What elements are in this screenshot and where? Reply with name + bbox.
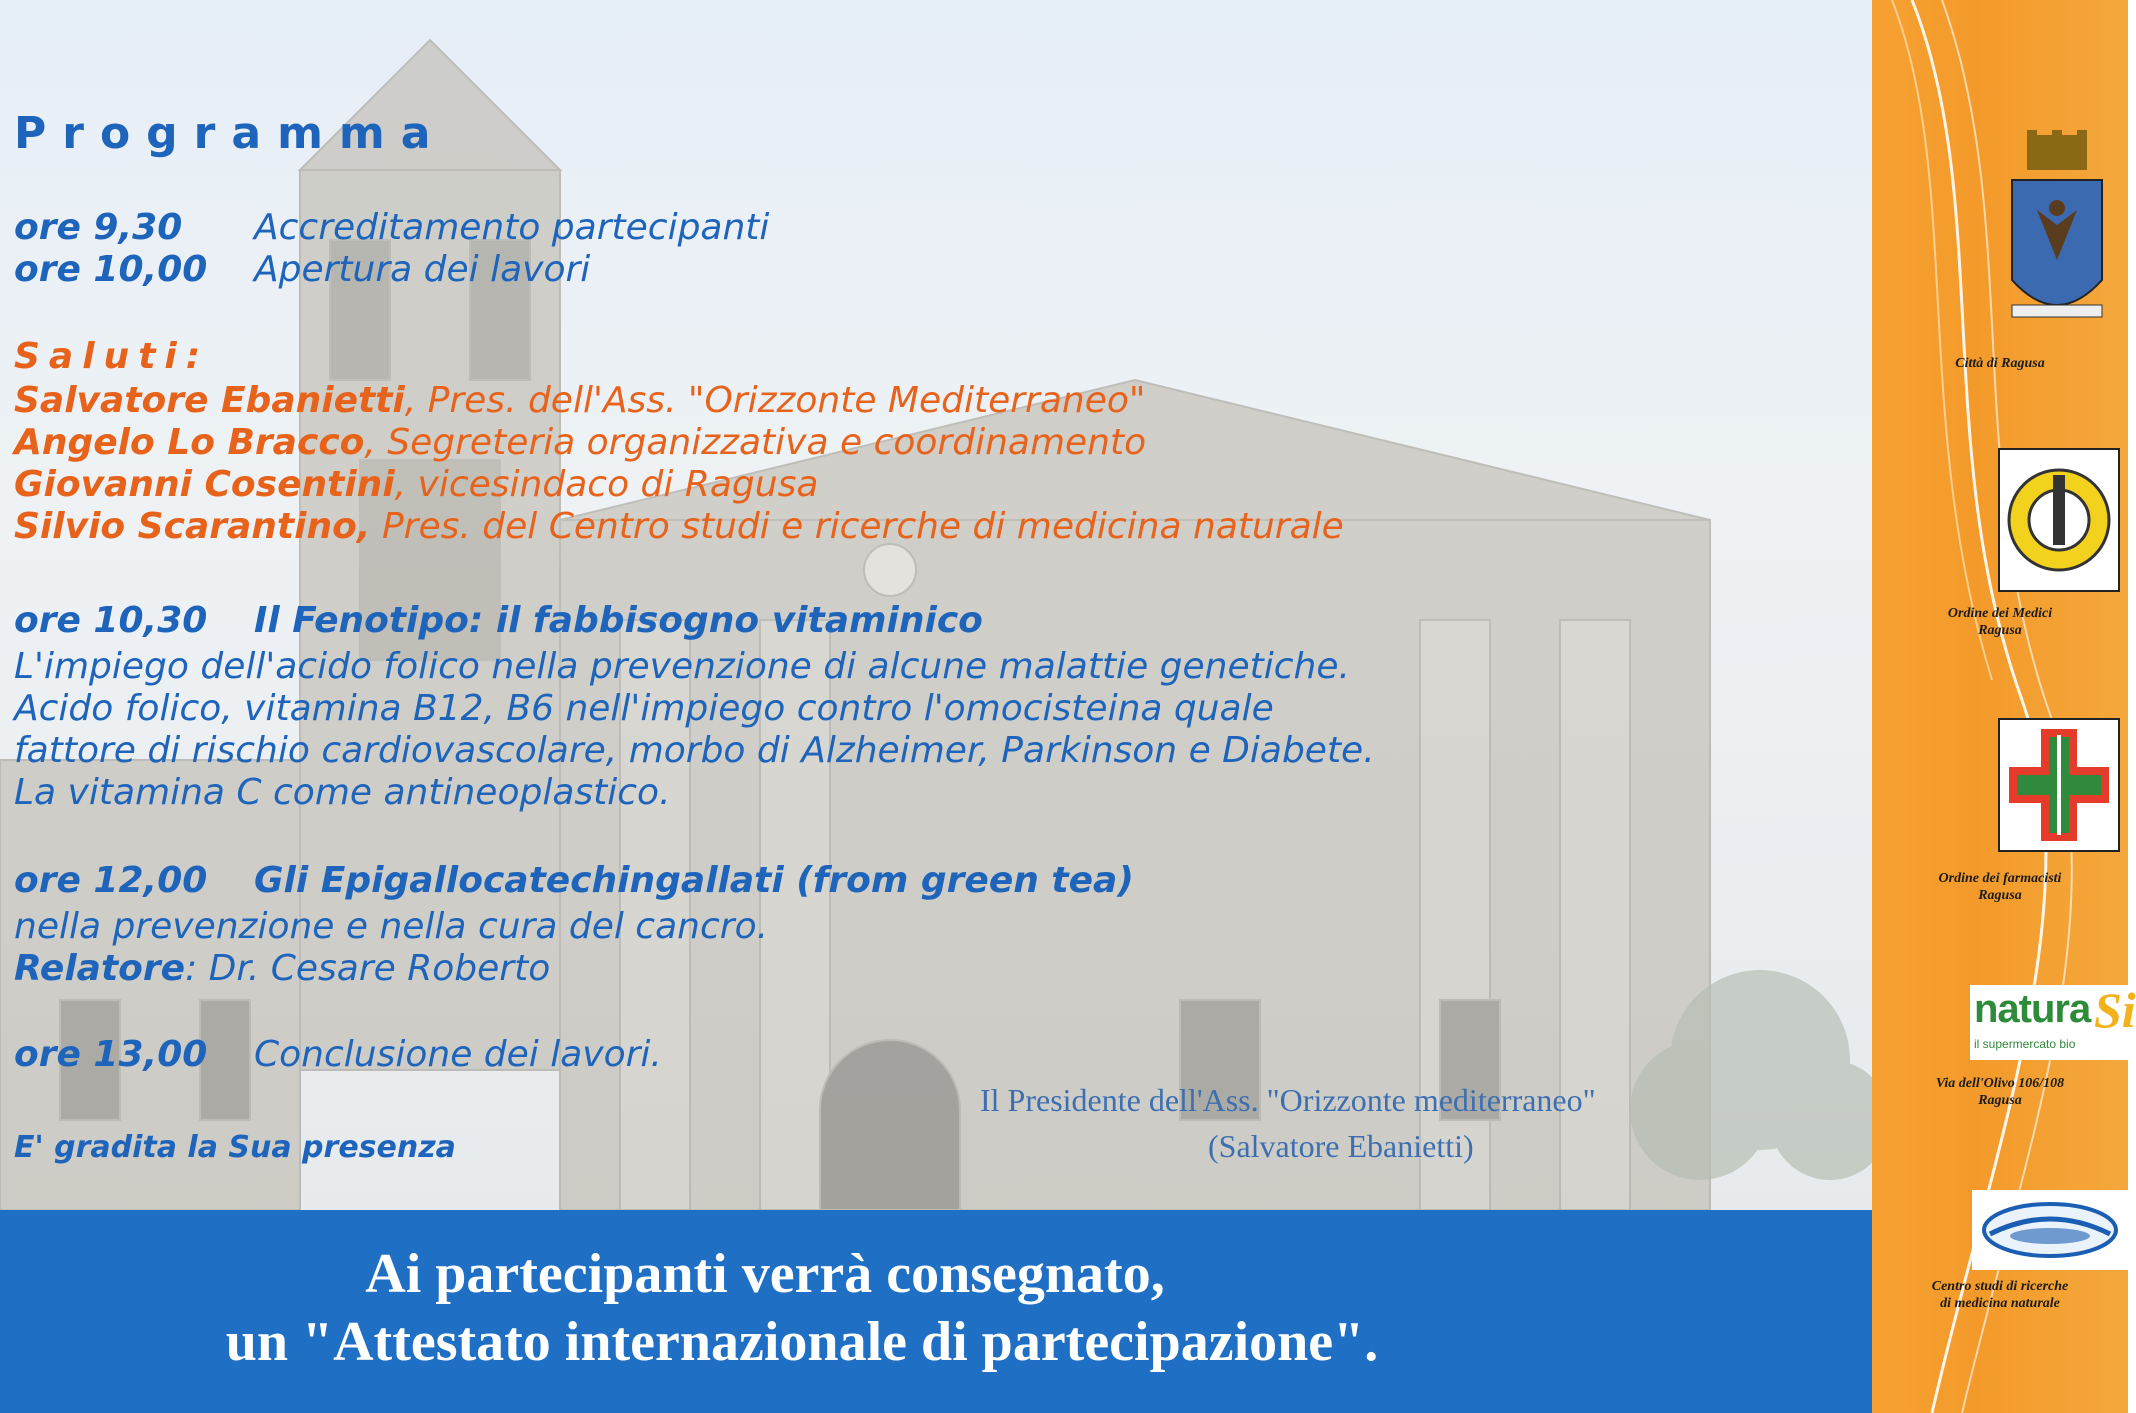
signature-line: Il Presidente dell'Ass. "Orizzonte mediterraneo" — [980, 1082, 1596, 1118]
session-1200-header — [14, 860, 1134, 901]
session-time: ore 12,00 — [14, 860, 208, 901]
saluti-person — [14, 464, 818, 505]
signature-name: (Salvatore Ebanietti) — [1208, 1128, 1474, 1164]
person-name: Silvio Scarantino, — [14, 506, 371, 547]
gradita-note: E' gradita la Sua presenza — [14, 1130, 456, 1165]
schedule-time: ore 10,00 — [14, 249, 208, 290]
natura-brand-tail: Si — [2094, 982, 2136, 1038]
person-name: Giovanni Cosentini — [14, 464, 395, 505]
person-name: Salvatore Ebanietti — [14, 380, 405, 421]
person-role: , Pres. dell'Ass. "Orizzonte Mediterraneo" — [404, 380, 1146, 421]
schedule-time: ore 9,30 — [14, 207, 183, 248]
banner-line-1: Ai partecipanti verrà consegnato, — [365, 1243, 1165, 1305]
natura-subtitle: il supermercato bio — [1974, 1037, 2076, 1051]
person-name: Angelo Lo Bracco — [14, 422, 365, 463]
natura-logo — [1970, 982, 2136, 1060]
session-line: Acido folico, vitamina B12, B6 nell'impiego contro l'omocisteina quale — [14, 688, 1274, 729]
saluti-person — [14, 422, 1146, 463]
closing-text: Conclusione dei lavori. — [254, 1034, 662, 1075]
session-line: fattore di rischio cardiovascolare, morbo di Alzheimer, Parkinson e Diabete. — [14, 730, 1375, 771]
logo-caption: Ordine dei farmacisti Ragusa — [1938, 871, 2062, 903]
relatore — [14, 948, 550, 989]
relatore-label: Relatore — [14, 948, 186, 989]
program-title: Programma — [14, 108, 447, 159]
session-line: L'impiego dell'acido folico nella prevenzione di alcune malattie genetiche. — [14, 646, 1350, 687]
logo-caption: Ordine dei Medici Ragusa — [1947, 606, 2053, 638]
saluti-person — [14, 380, 1145, 421]
coat-of-arms-icon — [2002, 130, 2112, 340]
session-line: nella prevenzione e nella cura del cancro. — [14, 906, 769, 947]
logo-caption: Città di Ragusa — [1955, 356, 2045, 371]
logo-caption: Centro studi di ricerche di medicina naturale — [1931, 1279, 2069, 1311]
logo-caption: Via dell'Olivo 106/108 Ragusa — [1935, 1076, 2065, 1108]
session-time: ore 10,30 — [14, 600, 208, 641]
person-role: Pres. del Centro studi e ricerche di medicina naturale — [370, 506, 1344, 547]
schedule-row — [14, 249, 590, 290]
centro-studi-logo-icon — [1972, 1190, 2128, 1270]
saluti-person — [14, 506, 1344, 547]
banner-line-2: un "Attestato internazionale di partecipazione". — [225, 1311, 1379, 1373]
natura-brand: natura — [1974, 987, 2091, 1031]
person-role: , Segreteria organizzativa e coordinamento — [364, 422, 1147, 463]
schedule-text: Accreditamento partecipanti — [254, 207, 770, 248]
schedule-text: Apertura dei lavori — [254, 249, 591, 290]
saluti-heading: Saluti: — [14, 336, 210, 377]
medici-logo-icon — [1995, 445, 2123, 595]
relatore-name: : Dr. Cesare Roberto — [185, 948, 551, 989]
closing-row — [14, 1034, 662, 1075]
bottom-banner — [0, 1210, 1872, 1413]
session-title: Gli Epigallocatechingallati (from green tea) — [254, 860, 1134, 901]
session-line: La vitamina C come antineoplastico. — [14, 772, 671, 813]
closing-time: ore 13,00 — [14, 1034, 208, 1075]
person-role: , vicesindaco di Ragusa — [394, 464, 819, 505]
session-title: Il Fenotipo: il fabbisogno vitaminico — [254, 600, 983, 641]
sponsor-sidebar — [1872, 0, 2136, 1413]
session-1030-header — [14, 600, 983, 641]
schedule-row — [14, 207, 769, 248]
pharmacy-cross-icon — [1995, 715, 2123, 855]
